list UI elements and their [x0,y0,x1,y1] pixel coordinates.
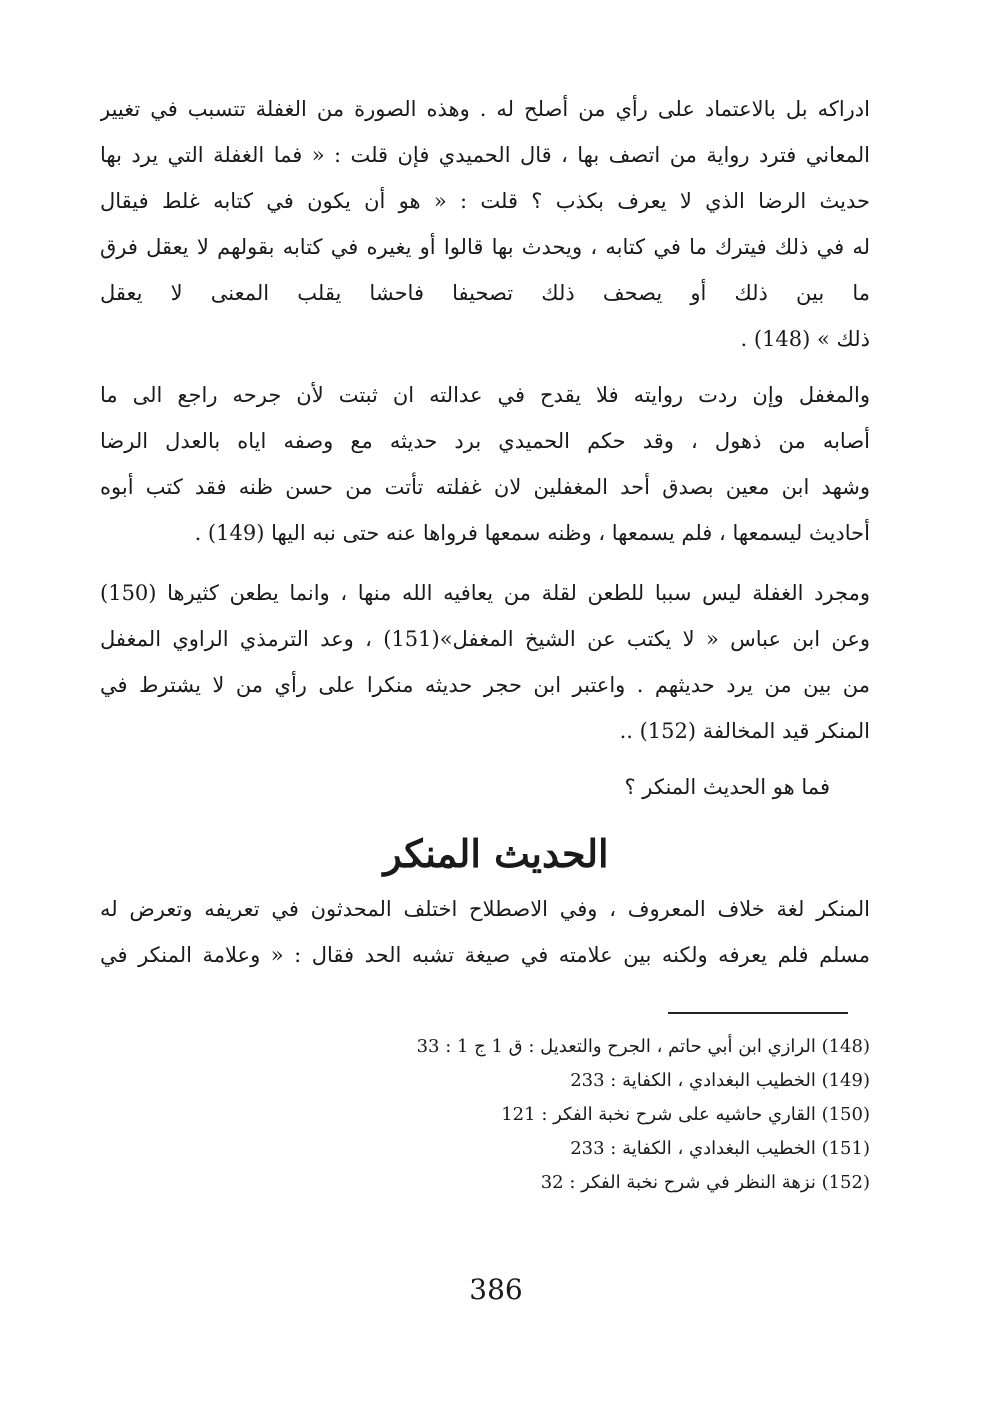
text-line: أحاديث ليسمعها ، فلم يسمعها ، وظنه سمعها فرواها عنه حتى نبه اليها (149) . [194,521,870,545]
paragraph-2 [100,372,870,556]
page-number: 386 [469,1273,523,1306]
paragraph-1 [100,86,870,362]
text-line: ذلك » (148) . [740,327,870,351]
text-line: ومجرد الغفلة ليس سببا للطعن لقلة من يعافيه الله منها ، وانما يطعن كثيرها (150) [100,581,870,605]
text-line: له في ذلك فيترك ما في كتابه ، ويحدث بها قالوا أو يغيره في كتابه بقولهم لا يعقل فرق [100,235,870,259]
text-line: من بين من يرد حديثهم . واعتبر ابن حجر حديثه منكرا على رأي من لا يشترط في [100,673,870,697]
text-line: ما بين ذلك أو يصحف ذلك تصحيفا فاحشا يقلب المعنى لا يعقل [100,281,870,305]
paragraph-4 [100,886,870,978]
footnote-149: (149) الخطيب البغدادي ، الكفاية : 233 [570,1070,870,1091]
text-line: حديث الرضا الذي لا يعرف بكذب ؟ قلت : « هو أن يكون في كتابه غلط فيقال [100,189,870,213]
question-line [100,764,870,810]
footnotes [300,1030,870,1200]
text-line: ادراكه بل بالاعتماد على رأي من أصلح له . وهذه الصورة من الغفلة تتسبب في تغيير [100,97,870,121]
text-line: المعاني فترد رواية من اتصف بها ، قال الحميدي فإن قلت : « فما الغفلة التي يرد بها [100,143,870,167]
footnote-151: (151) الخطيب البغدادي ، الكفاية : 233 [570,1138,870,1159]
text-line: فما هو الحديث المنكر ؟ [624,775,830,799]
text-line: المنكر قيد المخالفة (152) .. [619,719,870,743]
footnote-152: (152) نزهة النظر في شرح نخبة الفكر : 32 [540,1172,870,1193]
text-line: أصابه من ذهول ، وقد حكم الحميدي برد حديثه مع وصفه اياه بالعدل الرضا [100,429,870,453]
text-line: وعن ابن عباس « لا يكتب عن الشيخ المغفل»(151) ، وعد الترمذي الراوي المغفل [100,627,870,651]
footnote-divider [668,1012,848,1014]
paragraph-3 [100,570,870,754]
footnote-150: (150) القاري حاشيه على شرح نخبة الفكر : 121 [501,1104,870,1125]
text-line: وشهد ابن معين بصدق أحد المغفلين لان غفلته تأتت من حسن ظنه فقد كتب أبوه [100,475,870,499]
section-heading: الحديث المنكر [383,831,609,876]
text-line: المنكر لغة خلاف المعروف ، وفي الاصطلاح اختلف المحدثون في تعريفه وتعرض له [100,897,870,921]
text-line: والمغفل وإن ردت روايته فلا يقدح في عدالته ان ثبتت لأن جرحه راجع الى ما [100,383,870,407]
footnote-148: (148) الرازي ابن أبي حاتم ، الجرح والتعديل : ق 1 ج 1 : 33 [416,1036,870,1057]
text-line: مسلم فلم يعرفه ولكنه بين علامته في صيغة تشبه الحد فقال : « وعلامة المنكر في [100,943,870,967]
